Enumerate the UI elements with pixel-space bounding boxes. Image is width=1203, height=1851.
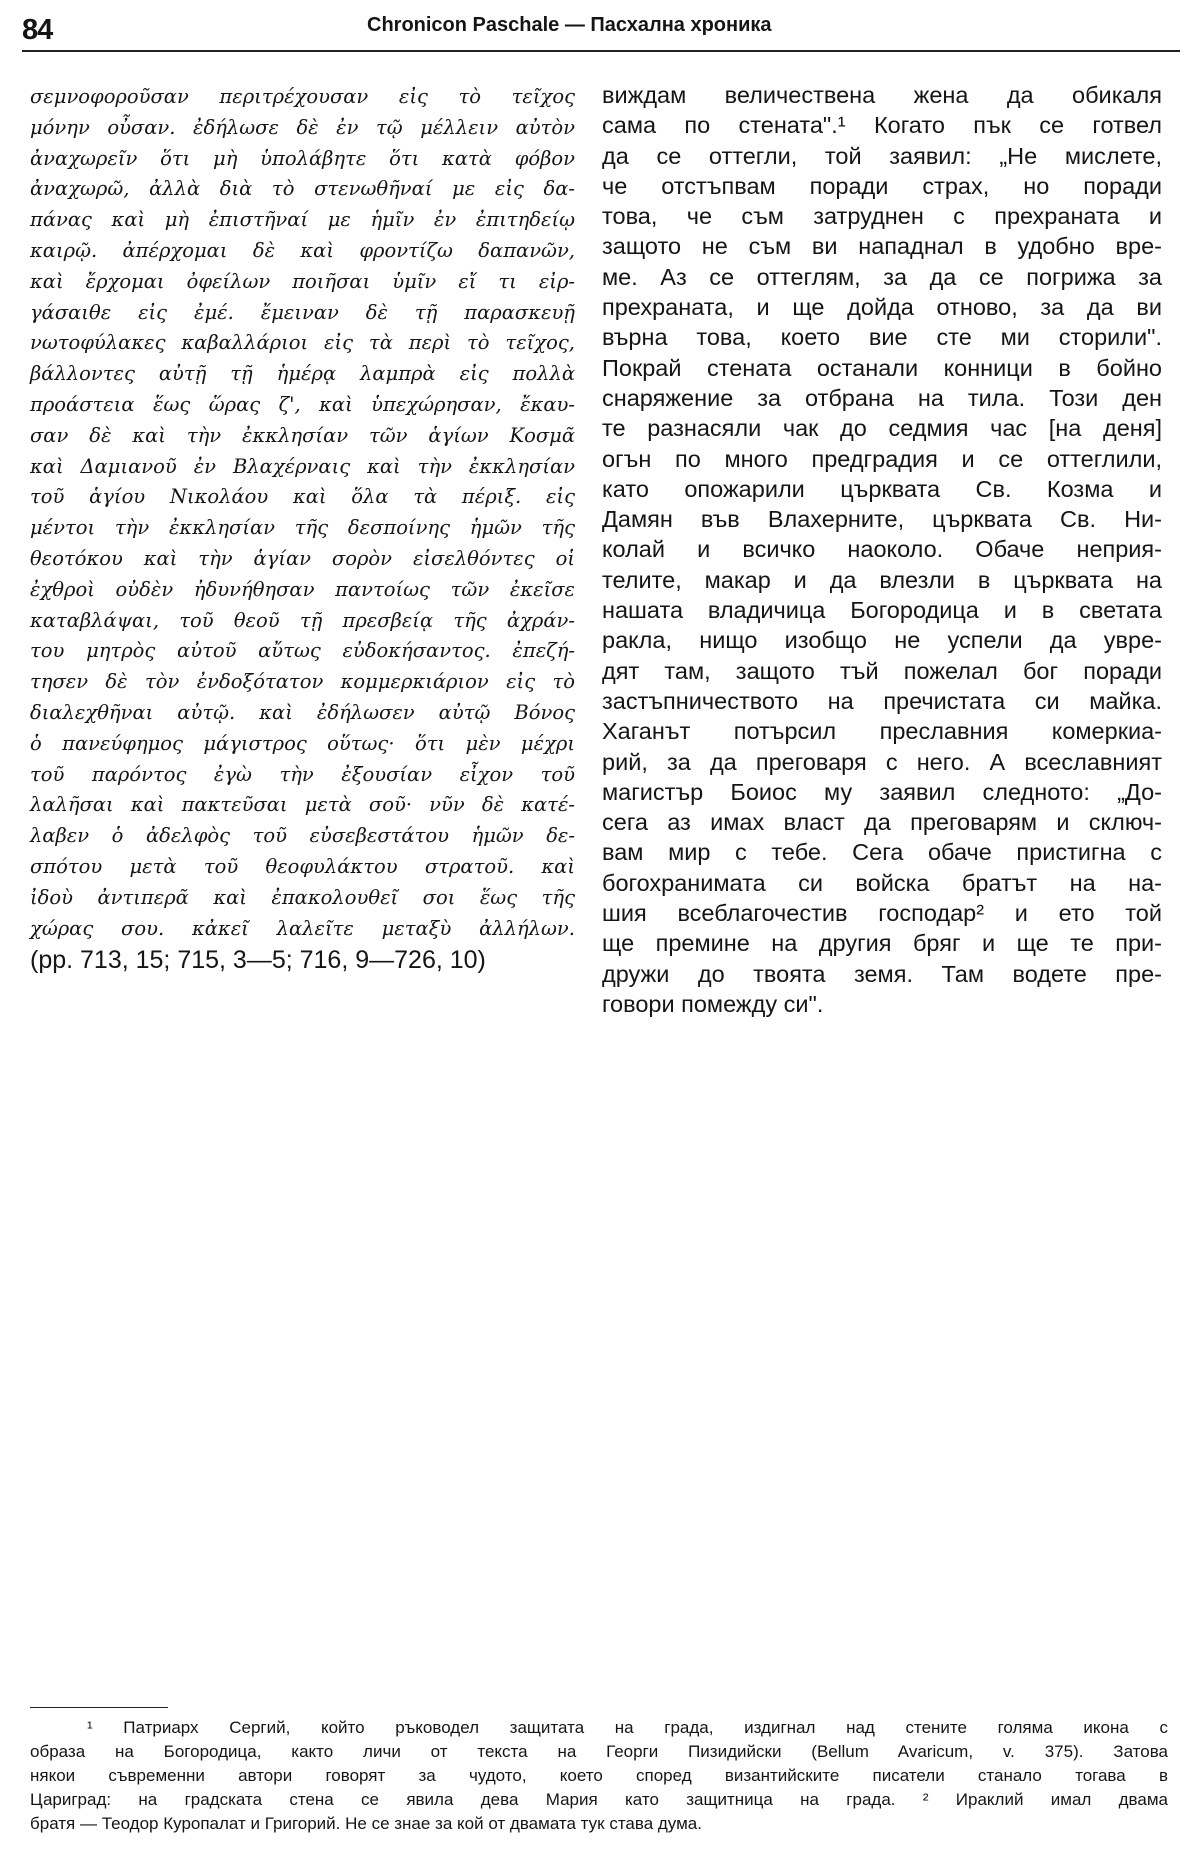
- bulgarian-line: Хаганът потърсил преславния комеркиа-: [602, 718, 1162, 745]
- bulgarian-text-column: [602, 80, 1162, 1019]
- greek-text-column: [30, 82, 575, 976]
- bulgarian-line: това, че съм затруднен с прехраната и: [602, 203, 1162, 230]
- greek-line: λαλῆσαι καὶ πακτεῦσαι μετὰ σοῦ· νῦν δὲ κατέ-: [30, 793, 575, 817]
- bulgarian-line: вам мир с тебе. Сега обаче пристигна с: [602, 839, 1162, 866]
- bulgarian-line: върна това, което вие сте ми сторили".: [602, 324, 1162, 351]
- footnotes: [30, 1716, 1168, 1836]
- bulgarian-line: колай и всичко наоколо. Обаче неприя-: [602, 536, 1162, 563]
- footnote-rule: [30, 1707, 168, 1708]
- footnote-line: братя — Теодор Куропалат и Григорий. Не се знае за кой от двамата тук става дума.: [30, 1814, 702, 1833]
- greek-line: τοῦ ἁγίου Νικολάου καὶ ὅλα τὰ πέριξ. εἰς: [30, 485, 575, 509]
- source-reference: (pp. 713, 15; 715, 3—5; 716, 9—726, 10): [30, 946, 486, 975]
- bulgarian-line: те разнасяли чак до седмия час [на деня]: [602, 415, 1162, 442]
- greek-line: τοῦ παρόντος ἐγὼ τὴν ἐξουσίαν εἶχον τοῦ: [30, 762, 575, 786]
- greek-line: ἐχθροὶ οὐδὲν ἠδυνήθησαν παντοίως τῶν ἐκεῖσε: [30, 577, 575, 601]
- greek-line: ἰδοὺ ἀντιπερᾶ καὶ ἐπακολουθεῖ σοι ἕως τῆς: [30, 885, 575, 909]
- bulgarian-line: ме. Аз се оттеглям, за да се погрижа за: [602, 263, 1162, 290]
- greek-line: καταβλάψαι, τοῦ θεοῦ τῇ πρεσβείᾳ τῆς ἀχράν-: [30, 608, 575, 632]
- bulgarian-line: ракла, нищо изобщо не успели да увре-: [602, 627, 1162, 654]
- greek-line: σεμνοφοροῦσαν περιτρέχουσαν εἰς τὸ τεῖχος: [30, 85, 575, 108]
- bulgarian-line: прехраната, и ще дойда отново, за да ви: [602, 294, 1162, 321]
- bulgarian-line: дружи до твоята земя. Там водете пре-: [602, 960, 1162, 987]
- page-header: [22, 8, 1182, 48]
- bulgarian-line: сега аз имах власт да преговарям и сключ-: [602, 809, 1162, 836]
- greek-line: ἀναχωρεῖν ὅτι μὴ ὑπολάβητε ὅτι κατὰ φόβον: [30, 146, 575, 170]
- greek-line: νωτοφύλακες καβαλλάριοι εἰς τὰ περὶ τὸ τεῖχος,: [30, 331, 575, 355]
- greek-line: βάλλοντες αὐτῇ τῇ ἡμέρᾳ λαμπρὰ εἰς πολλὰ: [30, 362, 575, 386]
- bulgarian-line: богохранимата си войска братът на на-: [602, 869, 1162, 896]
- greek-line: θεοτόκου καὶ τὴν ἁγίαν σορὸν εἰσελθόντες οἱ: [30, 546, 575, 570]
- bulgarian-line: ще премине на другия бряг и ще те при-: [602, 930, 1162, 957]
- greek-line: διαλεχθῆναι αὐτῷ. καὶ ἐδήλωσεν αὐτῷ Βόνος: [30, 700, 575, 724]
- bulgarian-line: застъпничеството на пречистата си майка.: [602, 687, 1162, 714]
- bulgarian-line: говори помежду си".: [602, 990, 824, 1017]
- greek-line: λαβεν ὁ ἀδελφὸς τοῦ εὐσεβεστάτου ἡμῶν δε-: [30, 824, 575, 848]
- bulgarian-line: Покрай стената останали конници в бойно: [602, 354, 1162, 381]
- greek-line: καὶ Δαμιανοῦ ἐν Βλαχέρναις καὶ τὴν ἐκκλησίαν: [30, 454, 575, 478]
- greek-line: μέντοι τὴν ἐκκλησίαν τῆς δεσποίνης ἡμῶν τῆς: [30, 516, 575, 540]
- bulgarian-line: Дамян във Влахерните, църквата Св. Ни-: [602, 506, 1162, 533]
- bulgarian-line: шия всеблагочестив господар² и ето той: [602, 900, 1162, 927]
- bulgarian-line: огън по много предградия и се оттеглили,: [602, 445, 1162, 472]
- greek-line: του μητρὸς αὐτοῦ αὔτως εὐδοκήσαντος. ἐπεζή-: [30, 639, 575, 663]
- greek-line: σπότου μετὰ τοῦ θεοφυλάκτου στρατοῦ. καὶ: [30, 854, 575, 878]
- bulgarian-line: телите, макар и да влезли в църквата на: [602, 566, 1162, 593]
- greek-line: ὁ πανεύφημος μάγιστρος οὕτως· ὅτι μὲν μέχρι: [30, 731, 575, 755]
- greek-line: καὶ ἔρχομαι ὀφείλων ποιῆσαι ὑμῖν εἴ τι εἰρ-: [30, 269, 575, 293]
- greek-line: γάσαιθε εἰς ἐμέ. ἔμειναν δὲ τῇ παρασκευῇ: [30, 300, 575, 324]
- bulgarian-line: нашата владичица Богородица и в светата: [602, 597, 1162, 624]
- page-number: 84: [22, 14, 53, 46]
- greek-line: χώρας σου. κἀκεῖ λαλεῖτε μεταξὺ ἀλλήλων.: [30, 916, 575, 940]
- bulgarian-line: сама по стената".¹ Когато пък се готвел: [602, 112, 1162, 139]
- footnote-line: образа на Богородица, както личи от текста на Георги Пизидийски (Bellum Avaricum, v. 375). Затова: [30, 1742, 1168, 1761]
- greek-line: πάνας καὶ μὴ ἐπιστῆναί με ἡμῖν ἐν ἐπιτηδείῳ: [30, 208, 575, 232]
- bulgarian-line: виждам величествена жена да обикаля: [602, 82, 1162, 108]
- bulgarian-line: защото не съм ви нападнал в удобно вре-: [602, 233, 1162, 260]
- header-rule: [22, 50, 1180, 52]
- footnote-line: ¹ Патриарх Сергий, който ръководел защитата на града, издигнал над стените голяма икона с: [87, 1718, 1168, 1737]
- bulgarian-line: дят там, защото тъй пожелал бог поради: [602, 657, 1162, 684]
- greek-line: μόνην οὖσαν. ἐδήλωσε δὲ ἐν τῷ μέλλειν αὐτὸν: [30, 115, 575, 139]
- bulgarian-line: магистър Боиос му заявил следното: „До-: [602, 778, 1162, 805]
- greek-line: προάστεια ἕως ὥρας ζ', καὶ ὑπεχώρησαν, ἔκαυ-: [30, 392, 575, 416]
- bulgarian-line: като опожарили църквата Св. Козма и: [602, 475, 1162, 502]
- bulgarian-line: да се оттегли, той заявил: „Не мислете,: [602, 142, 1162, 169]
- bulgarian-line: рий, за да преговаря с него. А всеславният: [602, 748, 1162, 775]
- bulgarian-line: че отстъпвам поради страх, но поради: [602, 172, 1162, 199]
- greek-line: σαν δὲ καὶ τὴν ἐκκλησίαν τῶν ἁγίων Κοσμᾶ: [30, 423, 575, 447]
- running-title: Chronicon Paschale — Пасхална хроника: [367, 14, 772, 36]
- greek-line: καιρῷ. ἀπέρχομαι δὲ καὶ φροντίζω δαπανῶν,: [30, 238, 575, 262]
- footnote-line: някои съвременни автори говорят за чудото, което според византийските писатели станало тогава в: [30, 1766, 1168, 1785]
- greek-line: τησεν δὲ τὸν ἐνδοξότατον κομμερκιάριον εἰς τὸ: [30, 670, 575, 694]
- greek-line: ἀναχωρῶ, ἀλλὰ διὰ τὸ στενωθῆναί με εἰς δα-: [30, 177, 575, 201]
- footnote-line: Цариград: на градската стена се явила дева Мария като защитница на града. ² Ираклий имал двама: [30, 1790, 1168, 1809]
- bulgarian-line: снаряжение за отбрана на тила. Този ден: [602, 384, 1162, 411]
